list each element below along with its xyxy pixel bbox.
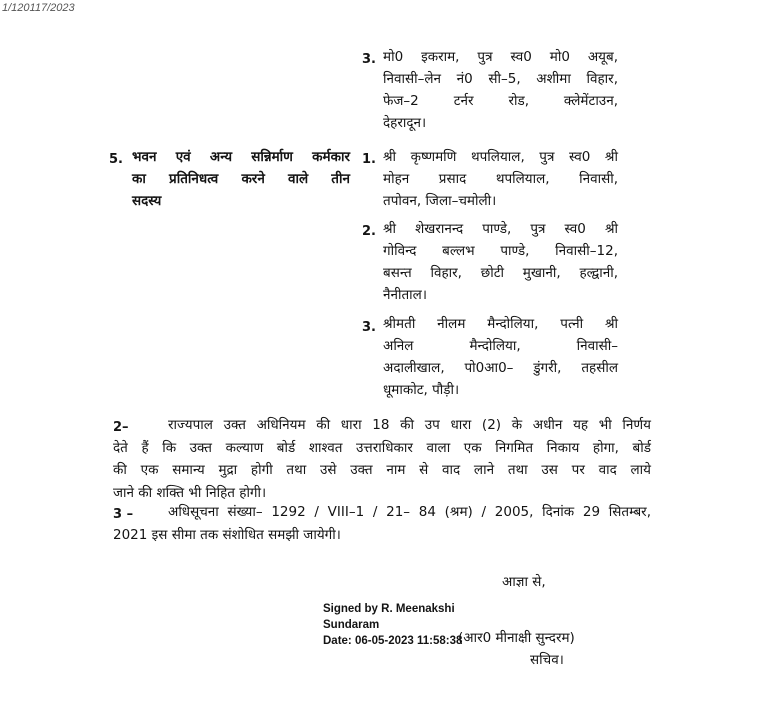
member-number: 2. (362, 224, 376, 239)
signature-date: Date: 06-05-2023 11:58:38 (323, 635, 463, 647)
signed-by: Signed by R. Meenakshi (323, 603, 455, 615)
heading-line: सदस्य (132, 193, 162, 209)
paragraph-number: 2– (113, 420, 129, 435)
entry-line: धूमाकोट, पौड़ी। (383, 382, 460, 398)
entry-line: अनिल मैन्दोलिया, निवासी– (383, 338, 618, 354)
section-heading (132, 146, 350, 212)
entry-line: मो0 इकराम, पुत्र स्व0 मो0 अयूब, (383, 49, 618, 65)
entry-line: श्री कृष्णमणि थपलियाल, पुत्र स्व0 श्री (383, 149, 618, 165)
signed-name: Sundaram (323, 619, 380, 631)
entry-line: श्रीमती नीलम मैन्दोलिया, पत्नी श्री (383, 316, 618, 332)
paragraph-3 (113, 501, 651, 546)
para-line: अधिसूचना संख्या– 1292 / VIII–1 / 21– 84 (श्रम) / 2005, दिनांक 29 सितम्बर, (168, 504, 651, 520)
para-line: राज्यपाल उक्त अधिनियम की धारा 18 की उप धारा (2) के अधीन यह भी निर्णय (168, 417, 651, 433)
para-line: 2021 इस सीमा तक संशोधित समझी जायेगी। (113, 526, 341, 543)
entry-line: नैनीताल। (383, 287, 427, 303)
entry-line: फेज–2 टर्नर रोड, क्लेमेंटाउन, (383, 93, 618, 109)
heading-line: का प्रतिनिधत्व करने वाले तीन (132, 171, 350, 187)
member-number: 3. (362, 320, 376, 335)
para-line: देते हैं कि उक्त कल्याण बोर्ड शाश्वत उत्तराधिकार वाला एक निगमित निकाय होगा, बोर्ड (113, 439, 651, 456)
heading-line: भवन एवं अन्य सन्निर्माण कर्मकार (132, 149, 350, 165)
by-order: आज्ञा से, (502, 574, 546, 590)
signatory-designation: सचिव। (530, 652, 564, 668)
entry-line: श्री शेखरानन्द पाण्डे, पुत्र स्व0 श्री (383, 221, 618, 237)
entry-line: अदालीखाल, पो0आ0– डुंगरी, तहसील (383, 360, 618, 376)
member-entry-maindoliya (383, 313, 618, 401)
member-entry-thapliyal (383, 146, 618, 212)
section-number: 5. (109, 152, 123, 167)
member-entry-pande (383, 218, 618, 306)
entry-line: मोहन प्रसाद थपलियाल, निवासी, (383, 171, 618, 187)
entry-line: देहरादून। (383, 115, 427, 131)
para-line: की एक समान्य मुद्रा होगी तथा उसे उक्त नाम से वाद लाने तथा उस पर वाद लाये (113, 462, 651, 478)
file-number: 1/120117/2023 (2, 2, 75, 14)
paragraph-number: 3 – (113, 507, 134, 522)
para-line: जाने की शक्ति भी निहित होगी। (113, 484, 267, 501)
member-entry-ikram (383, 46, 618, 134)
paragraph-2 (113, 414, 651, 504)
member-number: 1. (362, 152, 376, 167)
entry-line: बसन्त विहार, छोटी मुखानी, हल्द्वानी, (383, 265, 618, 281)
signatory-name: (आर0 मीनाक्षी सुन्दरम) (458, 630, 575, 646)
entry-line: गोविन्द बल्लभ पाण्डे, निवासी–12, (383, 243, 618, 259)
entry-line: तपोवन, जिला–चमोली। (383, 193, 497, 209)
entry-line: निवासी–लेन नं0 सी–5, अशीमा विहार, (383, 71, 618, 87)
member-number: 3. (362, 52, 376, 67)
